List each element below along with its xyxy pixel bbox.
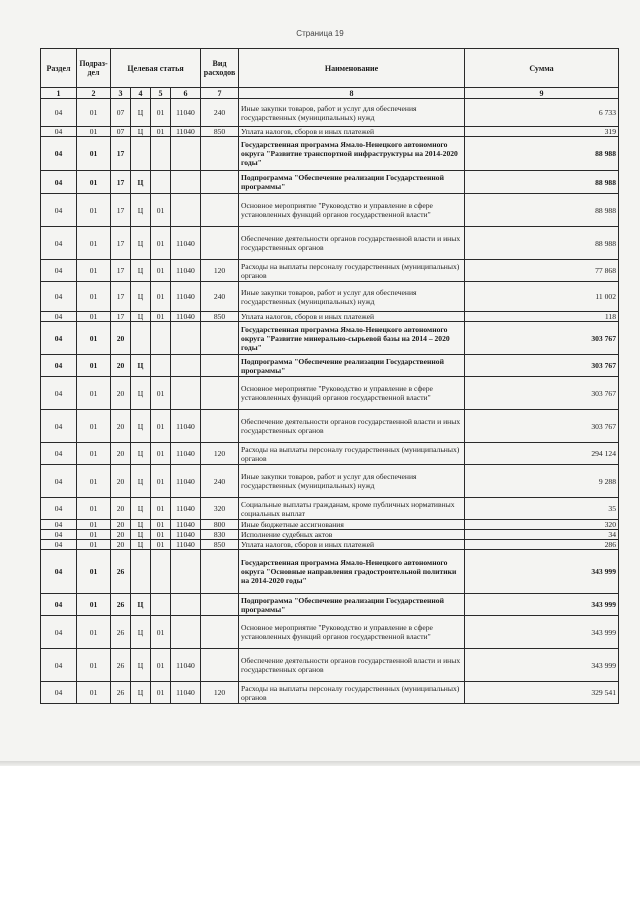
podrazdel-cell: 01 (77, 682, 111, 704)
sum-cell: 77 868 (465, 260, 619, 282)
target-code-4-cell (171, 171, 201, 194)
podrazdel-cell: 01 (77, 465, 111, 498)
item-name-cell: Обеспечение деятельности органов государственной власти и иных государственных органов (239, 410, 465, 443)
column-number-row (41, 88, 619, 99)
target-code-4-cell (171, 137, 201, 171)
razdel-cell: 04 (41, 649, 77, 682)
expense-type-cell (201, 322, 239, 355)
header-expense-type: Вид расходов (201, 49, 239, 88)
target-code-3-cell: 01 (151, 649, 171, 682)
item-name-cell: Расходы на выплаты персоналу государственных (муниципальных) органов (239, 682, 465, 704)
expense-type-cell (201, 227, 239, 260)
podrazdel-cell: 01 (77, 550, 111, 594)
target-code-2-cell: Ц (131, 282, 151, 312)
table-row (41, 540, 619, 550)
table-row (41, 530, 619, 540)
header-podrazdel: Подраз-дел (77, 49, 111, 88)
target-code-3-cell (151, 594, 171, 616)
razdel-cell: 04 (41, 550, 77, 594)
sum-cell: 343 999 (465, 649, 619, 682)
razdel-cell: 04 (41, 520, 77, 530)
column-number: 4 (131, 88, 151, 99)
razdel-cell: 04 (41, 194, 77, 227)
target-code-3-cell: 01 (151, 312, 171, 322)
target-code-1-cell: 17 (111, 137, 131, 171)
target-code-3-cell: 01 (151, 465, 171, 498)
podrazdel-cell: 01 (77, 443, 111, 465)
expense-type-cell (201, 194, 239, 227)
item-name-cell: Иные закупки товаров, работ и услуг для обеспечения государственных (муниципальных) нужд (239, 99, 465, 127)
podrazdel-cell: 01 (77, 520, 111, 530)
item-name-cell: Иные бюджетные ассигнования (239, 520, 465, 530)
item-name-cell: Государственная программа Ямало-Ненецкого автономного округа "Развитие транспортной инфраструктуры на 2014-2020 годы" (239, 137, 465, 171)
target-code-1-cell: 07 (111, 99, 131, 127)
target-code-3-cell: 01 (151, 410, 171, 443)
target-code-2-cell: Ц (131, 540, 151, 550)
table-row (41, 227, 619, 260)
sum-cell: 343 999 (465, 594, 619, 616)
sum-cell: 343 999 (465, 550, 619, 594)
target-code-1-cell: 17 (111, 312, 131, 322)
target-code-2-cell: Ц (131, 616, 151, 649)
target-code-3-cell: 01 (151, 127, 171, 137)
column-number: 8 (239, 88, 465, 99)
expense-type-cell: 120 (201, 682, 239, 704)
expense-type-cell (201, 616, 239, 649)
expense-type-cell: 120 (201, 443, 239, 465)
target-code-1-cell: 20 (111, 520, 131, 530)
table-row (41, 498, 619, 520)
podrazdel-cell: 01 (77, 530, 111, 540)
razdel-cell: 04 (41, 594, 77, 616)
target-code-1-cell: 20 (111, 443, 131, 465)
podrazdel-cell: 01 (77, 377, 111, 410)
target-code-4-cell (171, 194, 201, 227)
column-number: 1 (41, 88, 77, 99)
target-code-2-cell: Ц (131, 649, 151, 682)
table-row (41, 377, 619, 410)
podrazdel-cell: 01 (77, 171, 111, 194)
column-number: 6 (171, 88, 201, 99)
target-code-4-cell: 11040 (171, 410, 201, 443)
column-number: 3 (111, 88, 131, 99)
razdel-cell: 04 (41, 227, 77, 260)
podrazdel-cell: 01 (77, 312, 111, 322)
target-code-2-cell (131, 550, 151, 594)
razdel-cell: 04 (41, 260, 77, 282)
header-razdel: Раздел (41, 49, 77, 88)
expense-type-cell (201, 377, 239, 410)
target-code-1-cell: 17 (111, 227, 131, 260)
target-code-4-cell: 11040 (171, 127, 201, 137)
table-row (41, 282, 619, 312)
podrazdel-cell: 01 (77, 137, 111, 171)
table-row (41, 312, 619, 322)
target-code-2-cell: Ц (131, 530, 151, 540)
target-code-2-cell: Ц (131, 682, 151, 704)
expense-type-cell (201, 137, 239, 171)
target-code-4-cell: 11040 (171, 520, 201, 530)
target-code-4-cell: 11040 (171, 227, 201, 260)
header-target-article: Целевая статья (111, 49, 201, 88)
target-code-1-cell: 20 (111, 498, 131, 520)
target-code-2-cell: Ц (131, 355, 151, 377)
expense-type-cell (201, 594, 239, 616)
table-row (41, 355, 619, 377)
target-code-2-cell: Ц (131, 171, 151, 194)
target-code-4-cell: 11040 (171, 465, 201, 498)
target-code-3-cell: 01 (151, 530, 171, 540)
podrazdel-cell: 01 (77, 355, 111, 377)
target-code-2-cell: Ц (131, 498, 151, 520)
target-code-1-cell: 07 (111, 127, 131, 137)
razdel-cell: 04 (41, 355, 77, 377)
razdel-cell: 04 (41, 99, 77, 127)
table-row (41, 520, 619, 530)
razdel-cell: 04 (41, 616, 77, 649)
target-code-2-cell: Ц (131, 194, 151, 227)
header-row (41, 49, 619, 88)
target-code-4-cell: 11040 (171, 260, 201, 282)
sum-cell: 9 288 (465, 465, 619, 498)
sum-cell: 118 (465, 312, 619, 322)
expense-type-cell: 240 (201, 465, 239, 498)
target-code-2-cell: Ц (131, 99, 151, 127)
page-label: Страница 19 (296, 29, 344, 38)
target-code-3-cell: 01 (151, 194, 171, 227)
target-code-3-cell (151, 137, 171, 171)
target-code-4-cell (171, 594, 201, 616)
scan-edge (0, 761, 640, 766)
target-code-2-cell: Ц (131, 443, 151, 465)
target-code-4-cell: 11040 (171, 540, 201, 550)
expense-type-cell (201, 410, 239, 443)
item-name-cell: Социальные выплаты гражданам, кроме публичных нормативных социальных выплат (239, 498, 465, 520)
table-row (41, 194, 619, 227)
target-code-4-cell: 11040 (171, 649, 201, 682)
sum-cell: 34 (465, 530, 619, 540)
item-name-cell: Подпрограмма "Обеспечение реализации Государственной программы" (239, 355, 465, 377)
item-name-cell: Государственная программа Ямало-Ненецкого автономного округа "Основные направления градостроительной политики на 2014-2020 годы" (239, 550, 465, 594)
razdel-cell: 04 (41, 312, 77, 322)
table-row (41, 465, 619, 498)
sum-cell: 11 002 (465, 282, 619, 312)
razdel-cell: 04 (41, 377, 77, 410)
razdel-cell: 04 (41, 410, 77, 443)
header-name: Наименование (239, 49, 465, 88)
target-code-4-cell (171, 377, 201, 410)
target-code-4-cell (171, 550, 201, 594)
target-code-2-cell: Ц (131, 594, 151, 616)
expense-type-cell: 120 (201, 260, 239, 282)
target-code-2-cell: Ц (131, 312, 151, 322)
table-row (41, 137, 619, 171)
item-name-cell: Расходы на выплаты персоналу государственных (муниципальных) органов (239, 443, 465, 465)
sum-cell: 286 (465, 540, 619, 550)
expense-type-cell: 850 (201, 312, 239, 322)
item-name-cell: Расходы на выплаты персоналу государственных (муниципальных) органов (239, 260, 465, 282)
target-code-1-cell: 20 (111, 530, 131, 540)
column-number: 7 (201, 88, 239, 99)
target-code-3-cell (151, 550, 171, 594)
sum-cell: 294 124 (465, 443, 619, 465)
target-code-2-cell: Ц (131, 410, 151, 443)
sum-cell: 329 541 (465, 682, 619, 704)
table-row (41, 550, 619, 594)
target-code-1-cell: 20 (111, 322, 131, 355)
column-number: 5 (151, 88, 171, 99)
item-name-cell: Иные закупки товаров, работ и услуг для обеспечения государственных (муниципальных) нужд (239, 282, 465, 312)
razdel-cell: 04 (41, 443, 77, 465)
item-name-cell: Государственная программа Ямало-Ненецкого автономного округа "Развитие минерально-сырьевой базы на 2014 – 2020 годы" (239, 322, 465, 355)
item-name-cell: Обеспечение деятельности органов государственной власти и иных государственных органов (239, 227, 465, 260)
expense-type-cell: 240 (201, 282, 239, 312)
podrazdel-cell: 01 (77, 260, 111, 282)
razdel-cell: 04 (41, 540, 77, 550)
target-code-3-cell (151, 322, 171, 355)
sum-cell: 343 999 (465, 616, 619, 649)
podrazdel-cell: 01 (77, 127, 111, 137)
target-code-4-cell (171, 616, 201, 649)
target-code-1-cell: 20 (111, 377, 131, 410)
table-row (41, 410, 619, 443)
razdel-cell: 04 (41, 530, 77, 540)
target-code-1-cell: 17 (111, 171, 131, 194)
item-name-cell: Уплата налогов, сборов и иных платежей (239, 127, 465, 137)
expense-type-cell: 320 (201, 498, 239, 520)
table-row (41, 682, 619, 704)
item-name-cell: Основное мероприятие "Руководство и управление в сфере установленных функций органов государственной власти" (239, 377, 465, 410)
expense-type-cell: 850 (201, 540, 239, 550)
podrazdel-cell: 01 (77, 540, 111, 550)
sum-cell: 88 988 (465, 137, 619, 171)
sum-cell: 35 (465, 498, 619, 520)
sum-cell: 319 (465, 127, 619, 137)
podrazdel-cell: 01 (77, 616, 111, 649)
budget-table (40, 48, 619, 704)
item-name-cell: Основное мероприятие "Руководство и управление в сфере установленных функций органов государственной власти" (239, 616, 465, 649)
sum-cell: 88 988 (465, 227, 619, 260)
item-name-cell: Иные закупки товаров, работ и услуг для обеспечения государственных (муниципальных) нужд (239, 465, 465, 498)
target-code-4-cell: 11040 (171, 682, 201, 704)
target-code-4-cell (171, 355, 201, 377)
expense-type-cell: 240 (201, 99, 239, 127)
podrazdel-cell: 01 (77, 322, 111, 355)
target-code-2-cell: Ц (131, 465, 151, 498)
target-code-1-cell: 20 (111, 540, 131, 550)
target-code-3-cell (151, 355, 171, 377)
sum-cell: 320 (465, 520, 619, 530)
target-code-3-cell: 01 (151, 520, 171, 530)
target-code-1-cell: 26 (111, 649, 131, 682)
item-name-cell: Подпрограмма "Обеспечение реализации Государственной программы" (239, 171, 465, 194)
expense-type-cell (201, 171, 239, 194)
column-number: 9 (465, 88, 619, 99)
target-code-2-cell: Ц (131, 260, 151, 282)
target-code-1-cell: 26 (111, 550, 131, 594)
target-code-3-cell: 01 (151, 616, 171, 649)
item-name-cell: Уплата налогов, сборов и иных платежей (239, 312, 465, 322)
sum-cell: 303 767 (465, 377, 619, 410)
target-code-1-cell: 26 (111, 594, 131, 616)
razdel-cell: 04 (41, 282, 77, 312)
target-code-2-cell (131, 137, 151, 171)
target-code-1-cell: 20 (111, 410, 131, 443)
table-row (41, 616, 619, 649)
target-code-4-cell: 11040 (171, 282, 201, 312)
target-code-1-cell: 26 (111, 682, 131, 704)
sum-cell: 303 767 (465, 410, 619, 443)
podrazdel-cell: 01 (77, 498, 111, 520)
podrazdel-cell: 01 (77, 227, 111, 260)
target-code-1-cell: 20 (111, 355, 131, 377)
target-code-3-cell: 01 (151, 227, 171, 260)
podrazdel-cell: 01 (77, 282, 111, 312)
target-code-4-cell: 11040 (171, 312, 201, 322)
item-name-cell: Обеспечение деятельности органов государственной власти и иных государственных органов (239, 649, 465, 682)
razdel-cell: 04 (41, 682, 77, 704)
sum-cell: 303 767 (465, 322, 619, 355)
target-code-2-cell: Ц (131, 227, 151, 260)
table-row (41, 171, 619, 194)
podrazdel-cell: 01 (77, 594, 111, 616)
table-row (41, 99, 619, 127)
table-row (41, 322, 619, 355)
razdel-cell: 04 (41, 127, 77, 137)
target-code-1-cell: 17 (111, 194, 131, 227)
column-number: 2 (77, 88, 111, 99)
expense-type-cell: 800 (201, 520, 239, 530)
target-code-2-cell: Ц (131, 377, 151, 410)
table-row (41, 649, 619, 682)
target-code-2-cell (131, 322, 151, 355)
target-code-4-cell: 11040 (171, 99, 201, 127)
expense-type-cell: 830 (201, 530, 239, 540)
podrazdel-cell: 01 (77, 649, 111, 682)
razdel-cell: 04 (41, 498, 77, 520)
sum-cell: 88 988 (465, 171, 619, 194)
item-name-cell: Уплата налогов, сборов и иных платежей (239, 540, 465, 550)
sum-cell: 6 733 (465, 99, 619, 127)
target-code-3-cell: 01 (151, 443, 171, 465)
target-code-3-cell: 01 (151, 498, 171, 520)
sum-cell: 88 988 (465, 194, 619, 227)
target-code-1-cell: 17 (111, 260, 131, 282)
target-code-3-cell: 01 (151, 282, 171, 312)
target-code-1-cell: 20 (111, 465, 131, 498)
target-code-3-cell: 01 (151, 682, 171, 704)
expense-type-cell: 850 (201, 127, 239, 137)
target-code-3-cell: 01 (151, 377, 171, 410)
razdel-cell: 04 (41, 465, 77, 498)
target-code-4-cell: 11040 (171, 498, 201, 520)
razdel-cell: 04 (41, 137, 77, 171)
target-code-4-cell: 11040 (171, 443, 201, 465)
podrazdel-cell: 01 (77, 194, 111, 227)
target-code-3-cell (151, 171, 171, 194)
expense-type-cell (201, 355, 239, 377)
podrazdel-cell: 01 (77, 410, 111, 443)
item-name-cell: Основное мероприятие "Руководство и управление в сфере установленных функций органов государственной власти" (239, 194, 465, 227)
header-sum: Сумма (465, 49, 619, 88)
target-code-1-cell: 17 (111, 282, 131, 312)
razdel-cell: 04 (41, 171, 77, 194)
target-code-3-cell: 01 (151, 540, 171, 550)
podrazdel-cell: 01 (77, 99, 111, 127)
table-row (41, 594, 619, 616)
target-code-3-cell: 01 (151, 99, 171, 127)
target-code-2-cell: Ц (131, 520, 151, 530)
item-name-cell: Исполнение судебных актов (239, 530, 465, 540)
sum-cell: 303 767 (465, 355, 619, 377)
table-row (41, 260, 619, 282)
table-row (41, 127, 619, 137)
razdel-cell: 04 (41, 322, 77, 355)
expense-type-cell (201, 550, 239, 594)
target-code-1-cell: 26 (111, 616, 131, 649)
target-code-4-cell (171, 322, 201, 355)
item-name-cell: Подпрограмма "Обеспечение реализации Государственной программы" (239, 594, 465, 616)
table-row (41, 443, 619, 465)
expense-type-cell (201, 649, 239, 682)
target-code-4-cell: 11040 (171, 530, 201, 540)
target-code-2-cell: Ц (131, 127, 151, 137)
target-code-3-cell: 01 (151, 260, 171, 282)
